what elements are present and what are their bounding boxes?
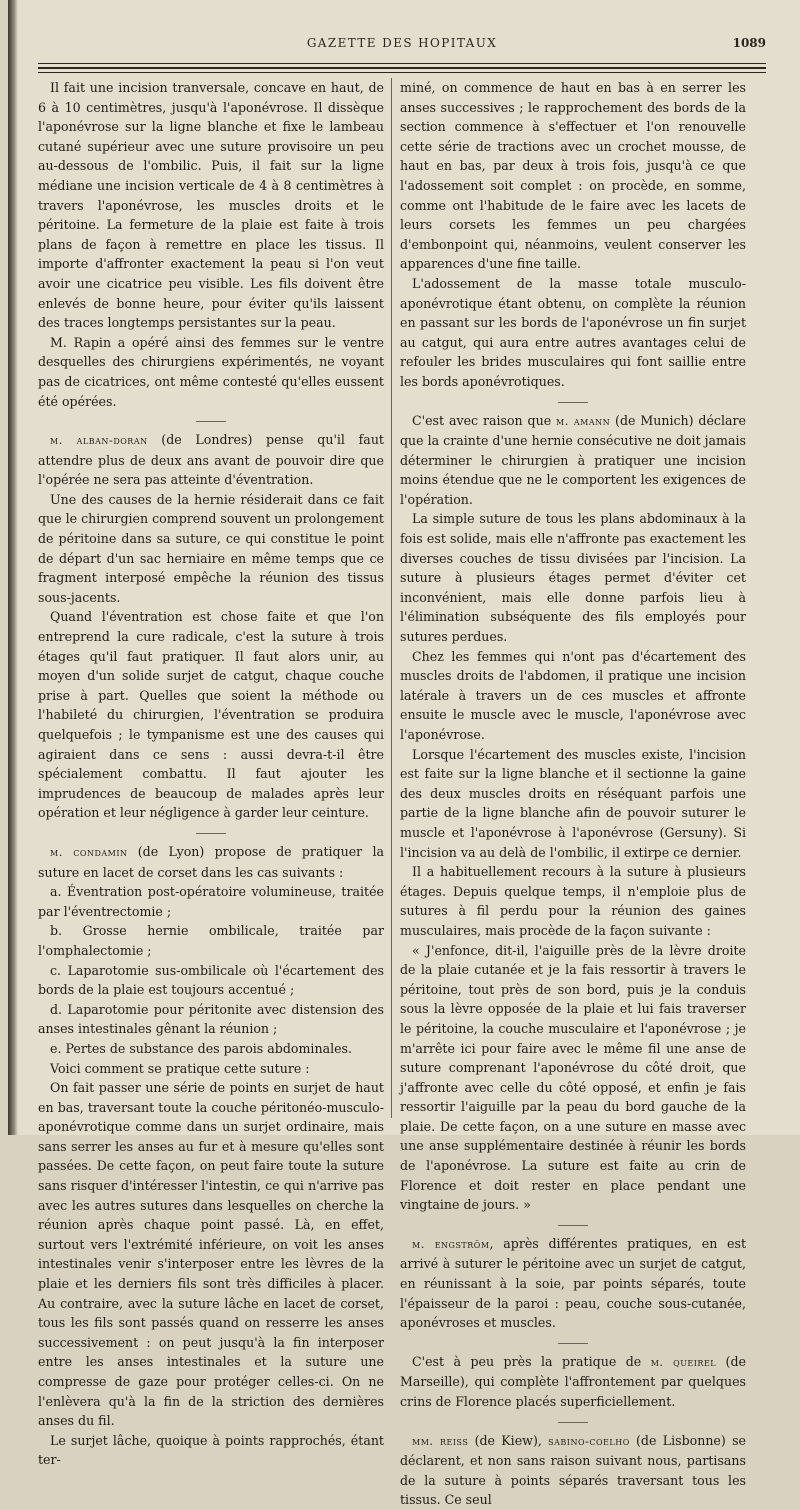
- speaker-name: m. engström: [412, 1236, 490, 1251]
- paragraph: m. alban-doran (de Londres) pense qu'il faut attendre plus de deux ans avant de pouvoir dire que l'opérée ne sera pas atteinte d'éventration.: [38, 432, 384, 488]
- section-separator: [558, 1422, 588, 1423]
- list-item: e. Pertes de substance des parois abdominales.: [50, 1040, 353, 1056]
- paragraph: Une des causes de la hernie résiderait dans ce fait que le chirurgien comprend souvent un prolongement de péritoine dans sa suture, ce qui constitue le point de départ d'un sac herniaire en même temps que ce fragment interposé empêche la réunion des tissus sous-jacents.: [38, 491, 384, 605]
- paragraph: m. condamin (de Lyon) propose de pratiquer la suture en lacet de corset dans les cas suivants :: [38, 843, 384, 880]
- paragraph: Il a habituellement recours à la suture à plusieurs étages. Depuis quelque temps, il n'emploie plus de sutures à fil perdu pour la réunion des gaines musculaires, mais procède de la façon suivante :: [400, 864, 746, 938]
- quotation: « J'enfonce, dit-il, l'aiguille près de la lèvre droite de la plaie cutanée et je la fais ressortir à travers le péritoine, tout près de son bord, puis je la conduis sous la lèvre opposée de la plaie et lui fais traverser le péritoine, la couche musculaire et l'aponévrose ; je m'arrête ici pour faire avec le même fil une anse de suture comprenant l'aponévrose du côté droit, que j'affronte avec celle du côté opposé, et enfin je fais ressortir l'aiguille par la peau du bord gauche de la plaie. De cette façon, on a une suture en masse avec une anse supplémentaire destinée à réunir les bords de l'aponévrose. La suture est faite au crin de Florence et doit rester en place pendant une vingtaine de jours. »: [400, 942, 746, 1213]
- journal-title: GAZETTE DES HOPITAUX: [306, 36, 498, 50]
- list-item: a. Éventration post-opératoire volumineuse, traitée par l'éventrectomie ;: [38, 884, 384, 919]
- speaker-name: m. alban-doran: [50, 433, 148, 448]
- right-column: [400, 78, 747, 1508]
- paragraph: C'est à peu près la pratique de m. queirel (de Marseille), qui complète l'affrontement par quelques crins de Florence placés superficiellement.: [400, 1353, 746, 1409]
- header-rule: [38, 63, 766, 64]
- paragraph: Lorsque l'écartement des muscles existe, l'incision est faite sur la ligne blanche et il sectionne la gaine des deux muscles droits en réséquant parfois une partie de la ligne blanche afin de pouvoir suturer le muscle et l'aponévrose à l'aponévrose (Gersuny). Si l'incision va au delà de l'ombilic, il extirpe ce dernier.: [400, 746, 746, 860]
- speaker-name: mm. reiss: [412, 1433, 469, 1448]
- speaker-name: m. condamin: [50, 844, 128, 859]
- journal-page: [8, 0, 800, 1508]
- section-separator: [558, 402, 588, 403]
- book-spine-shadow: [8, 0, 18, 1135]
- paragraph: On fait passer une série de points en surjet de haut en bas, traversant toute la couche péritonéo-musculo-aponévrotique comme dans un surjet ordinaire, mais sans serrer les anses au fur et à mesure qu'elles sont passées. De cette façon, on peut faire toute la suture sans risquer d'intéresser l'intestin, ce qui n'arrive pas avec les autres sutures dans lesquelles on cherche la réunion après chaque point passé. Là, en effet, surtout vers l'extrémité inférieure, on voit les anses intestinales venir s'interposer entre les lèvres de la plaie et les derniers fils sont très difficiles à placer. Au contraire, avec la suture lâche en lacet de corset, tous les fils sont passés quand on resserre les anses successivement : on peut jusqu'à la fin interposer entre les anses intestinales et la suture une compresse de gaze pour protéger celles-ci. On ne l'enlèvera qu'à la fin de la striction des dernières anses du fil.: [38, 1080, 384, 1429]
- header-rule: [38, 67, 766, 69]
- paragraph: m. engström, après différentes pratiques, en est arrivé à suturer le péritoine avec un surjet de catgut, en réunissant à la soie, par points séparés, toute l'épaisseur de la paroi : peau, couche sous-cutanée, aponévroses et muscles.: [400, 1235, 747, 1331]
- speaker-name: m. queirel: [650, 1354, 717, 1369]
- paragraph: Quand l'éventration est chose faite et que l'on entreprend la cure radicale, c'est la suture à trois étages qu'il faut pratiquer. Il faut alors unir, au moyen d'un solide surjet de catgut, chaque couche prise à part. Quelles que soient la méthode ou l'habileté du chirurgien, l'éventration se produira quelquefois ; le tympanisme est une des causes qui agiraient dans ce sens : aussi devra-t-il être spécialement combattu. Il faut ajouter les imprudences de beaucoup de malades après leur opération et leur négligence à garder leur ceinture.: [38, 609, 384, 821]
- paragraph: Il fait une incision tranversale, concave en haut, de 6 à 10 centimètres, jusqu'à l'aponévrose. Il dissèque l'aponévrose sur la ligne blanche et fixe le lambeau cutané supérieur avec une suture provisoire un peu au-dessous de l'ombilic. Puis, il fait sur la ligne médiane une incision verticale de 4 à 8 centimètres à travers l'aponévrose, les muscles droits et le péritoine. La fermeture de la plaie est faite à trois plans de façon à remettre en place les tissus. Il importe d'affronter exactement la peau si l'on veut avoir une cicatrice peu visible. Les fils doivent être enlevés de bonne heure, pour éviter qu'ils laissent des traces longtemps persistantes sur la peau.: [38, 80, 384, 331]
- header-rule: [38, 72, 766, 73]
- speaker-name: sabino-coelho: [548, 1433, 630, 1448]
- page-number: 1089: [732, 36, 766, 50]
- paragraph: Le surjet lâche, quoique à points rapprochés, étant ter-: [38, 1432, 384, 1468]
- paragraph: L'adossement de la masse totale musculo-aponévrotique étant obtenu, on complète la réunion en passant sur les bords de l'aponévrose un fin surjet au catgut, qui aura entre autres avantages celui de refouler les brides musculaires qui font saillie entre les bords aponévrotiques.: [400, 275, 746, 389]
- section-separator: [558, 1343, 588, 1344]
- paragraph: La simple suture de tous les plans abdominaux à la fois est solide, mais elle n'affronte pas exactement les diverses couches de tissu divisées par l'incision. La suture à plusieurs étages permet d'éviter cet inconvénient, mais elle donne parfois lieu à l'élimination subséquente des fils employés pour sutures perdues.: [400, 511, 746, 645]
- section-separator: [196, 833, 226, 834]
- section-separator: [196, 421, 226, 422]
- paragraph: M. Rapin a opéré ainsi des femmes sur le ventre desquelles des chirurgiens expérimentés, ne voyant pas de cicatrices, ont même contesté qu'elles eussent été opérées.: [38, 334, 384, 409]
- list-item: b. Grosse hernie ombilicale, traitée par l'omphalectomie ;: [38, 923, 384, 958]
- column-divider: [391, 78, 392, 1118]
- speaker-name: m. amann: [556, 413, 611, 428]
- paragraph: mm. reiss (de Kiew), sabino-coelho (de Lisbonne) se déclarent, et non sans raison suivant nous, partisans de la suture à points séparés traversant tous les tissus. Ce seul: [400, 1432, 746, 1508]
- paragraph: Chez les femmes qui n'ont pas d'écartement des muscles droits de l'abdomen, il pratique une incision latérale à travers un de ces muscles et affronte ensuite le muscle avec le muscle, l'aponévrose avec l'aponévrose.: [400, 648, 746, 742]
- paragraph: Voici comment se pratique cette suture :: [50, 1060, 310, 1076]
- left-column: [38, 78, 384, 1468]
- page-header: [38, 36, 766, 56]
- list-item: c. Laparotomie sus-ombilicale où l'écartement des bords de la plaie est toujours accentué ;: [38, 962, 384, 998]
- list-item: d. Laparotomie pour péritonite avec distension des anses intestinales gênant la réunion ;: [38, 1001, 384, 1037]
- section-separator: [558, 1225, 588, 1226]
- paragraph: miné, on commence de haut en bas à en serrer les anses successives ; le rapprochement des bords de la section commence à s'effectuer et l'on renouvelle cette série de tractions avec un crochet mousse, de haut en bas, par deux à trois fois, jusqu'à ce que l'adossement soit complet : on procède, en somme, comme ont l'habitude de le faire avec les lacets de leurs corsets les femmes un peu chargées d'embonpoint qui, néanmoins, veulent conserver les apparences d'une fine taille.: [400, 80, 746, 272]
- paragraph: C'est avec raison que m. amann (de Munich) déclare que la crainte d'une hernie consécutive ne doit jamais déterminer le chirurgien à pratiquer une incision moins étendue que ne le comportent les exigences de l'opération.: [400, 412, 746, 507]
